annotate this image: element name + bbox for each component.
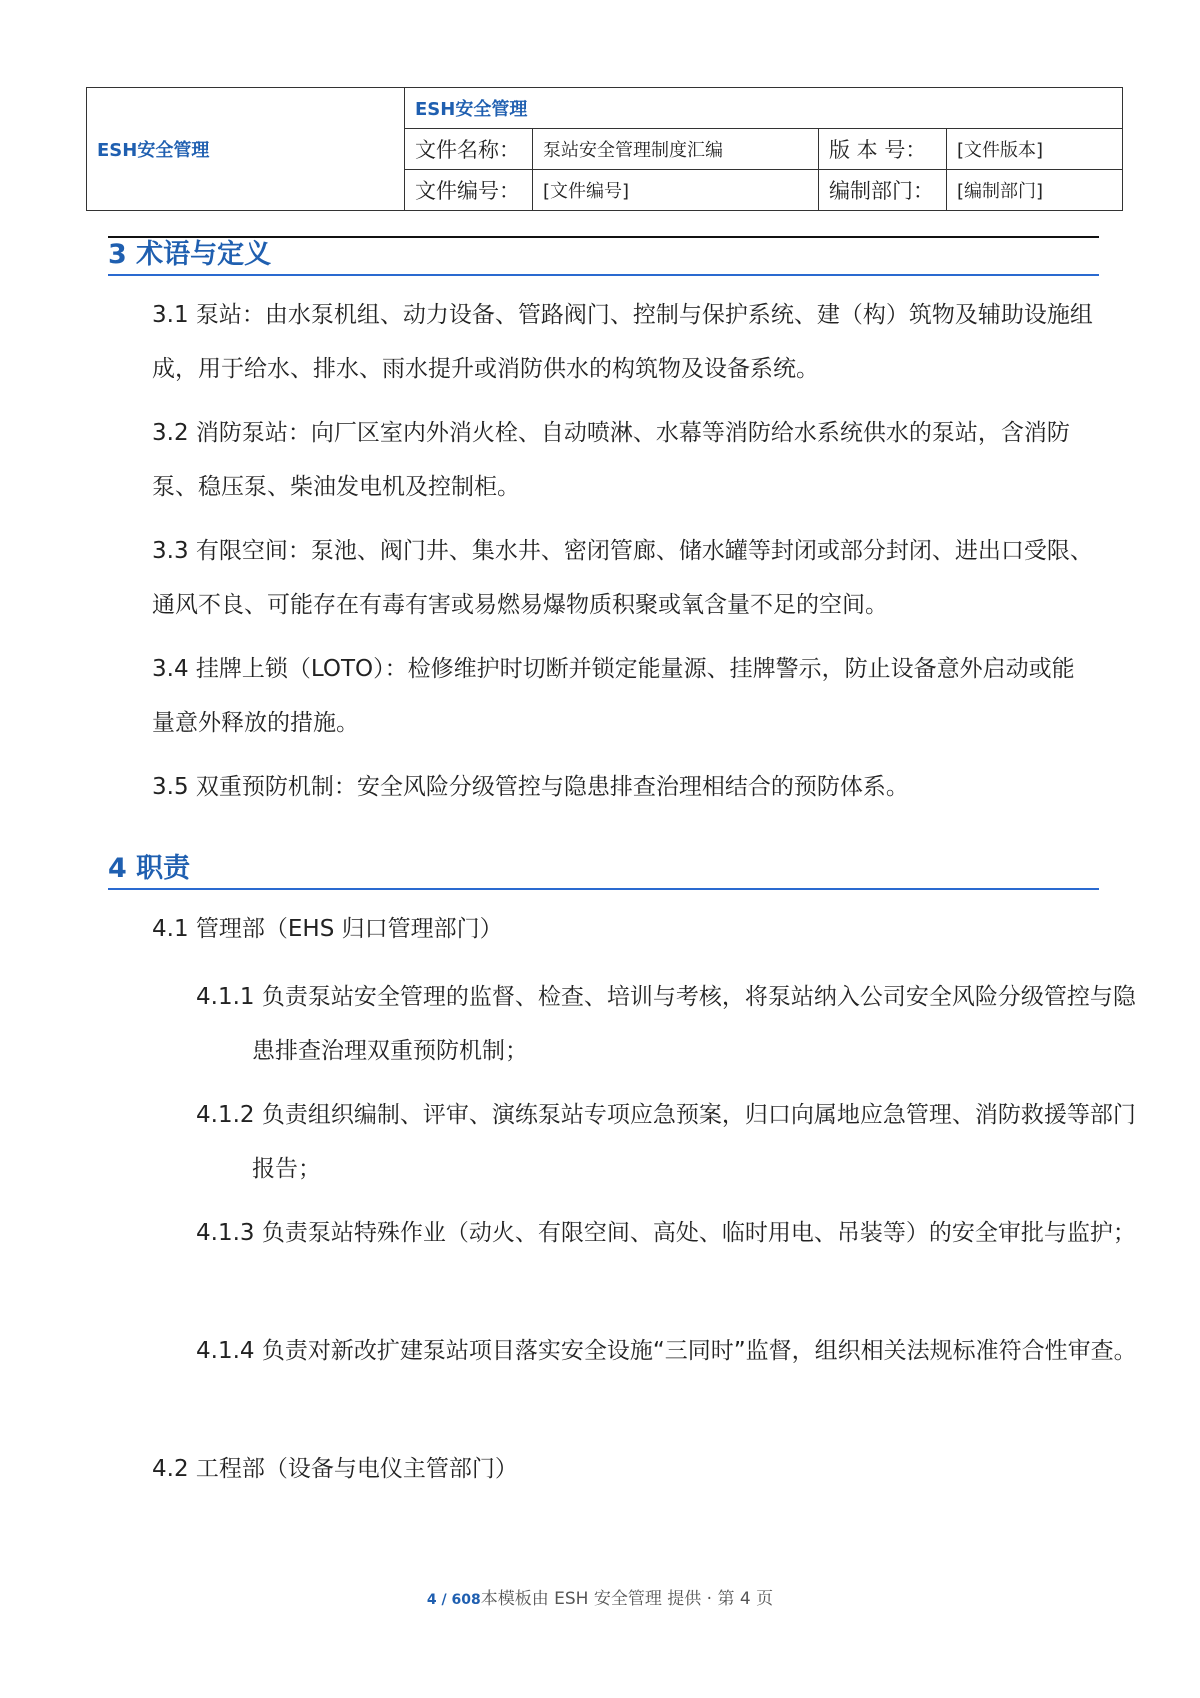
version-label: 版 本 号：	[819, 129, 947, 170]
version-value: [文件版本]	[947, 129, 1123, 170]
definition-3-5: 3.5 双重预防机制：安全风险分级管控与隐患排查治理相结合的预防体系。	[152, 774, 909, 800]
duty-4-1-4: 4.1.4 负责对新改扩建泵站项目落实安全设施“三同时”监督，组织相关法规标准符合性审查。	[196, 1338, 1137, 1364]
page-counter: 4 / 608	[426, 1592, 481, 1608]
section-3-heading: 3 术语与定义	[108, 238, 1099, 276]
dept-value: [编制部门]	[947, 170, 1123, 211]
definition-3-3: 3.3 有限空间：泵池、阀门井、集水井、密闭管廊、储水罐等封闭或部分封闭、进出口受限、通风不良、可能存在有毒有害或易燃易爆物质积聚或氧含量不足的空间。	[152, 538, 1093, 618]
header-top-right: ESH安全管理	[405, 88, 1123, 129]
duty-4-1-2: 4.1.2 负责组织编制、评审、演练泵站专项应急预案，归口向属地应急管理、消防救援等部门报告；	[196, 1102, 1136, 1182]
section-4-heading: 4 职责	[108, 852, 1099, 890]
file-no-label: 文件编号：	[405, 170, 533, 211]
duty-4-2-heading: 4.2 工程部（设备与电仪主管部门）	[152, 1456, 518, 1482]
duty-4-1-1: 4.1.1 负责泵站安全管理的监督、检查、培训与考核，将泵站纳入公司安全风险分级管控与隐患排查治理双重预防机制；	[196, 984, 1136, 1064]
dept-label: 编制部门：	[819, 170, 947, 211]
file-name-value: 泵站安全管理制度汇编	[533, 129, 819, 170]
definition-3-1: 3.1 泵站：由水泵机组、动力设备、管路阀门、控制与保护系统、建（构）筑物及辅助设施组成，用于给水、排水、雨水提升或消防供水的构筑物及设备系统。	[152, 302, 1093, 382]
header-table	[86, 87, 1123, 211]
definition-3-2: 3.2 消防泵站：向厂区室内外消火栓、自动喷淋、水幕等消防给水系统供水的泵站，含消防泵、稳压泵、柴油发电机及控制柜。	[152, 420, 1070, 500]
header-org: ESH安全管理	[87, 88, 405, 211]
footer-text: 本模板由 ESH 安全管理 提供 · 第 4 页	[480, 1589, 774, 1609]
file-name-label: 文件名称：	[405, 129, 533, 170]
page-footer	[0, 1584, 1200, 1609]
duty-4-1-heading: 4.1 管理部（EHS 归口管理部门）	[152, 916, 503, 942]
file-no-value: [文件编号]	[533, 170, 819, 211]
definition-3-4: 3.4 挂牌上锁（LOTO）：检修维护时切断并锁定能量源、挂牌警示，防止设备意外启动或能量意外释放的措施。	[152, 656, 1075, 736]
duty-4-1-3: 4.1.3 负责泵站特殊作业（动火、有限空间、高处、临时用电、吊装等）的安全审批与监护；	[196, 1220, 1136, 1246]
